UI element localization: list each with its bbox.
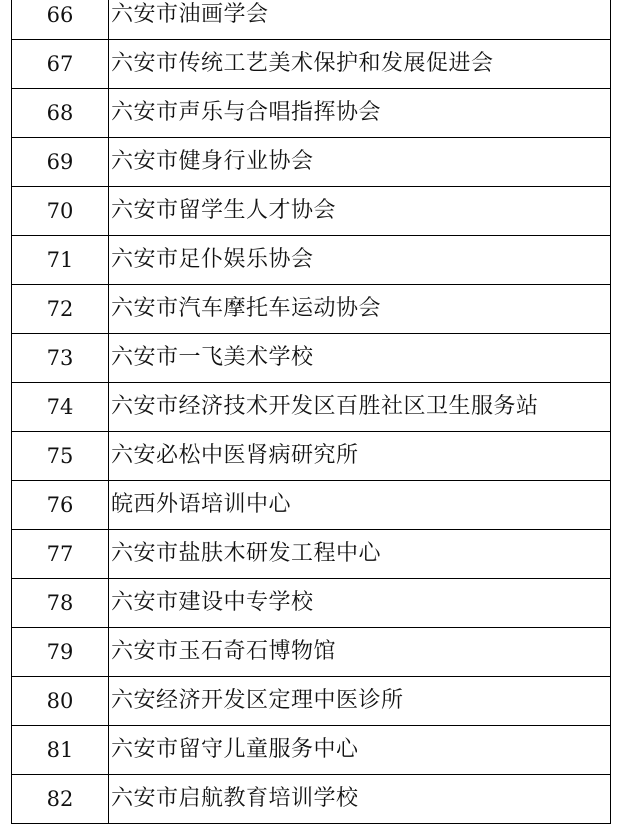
- table-row: [12, 89, 611, 138]
- row-number: 82: [12, 775, 109, 824]
- organization-name: 六安市一飞美术学校: [109, 334, 611, 383]
- table-row: [12, 628, 611, 677]
- organization-name: 六安市足仆娱乐协会: [109, 236, 611, 285]
- row-number: 69: [12, 138, 109, 187]
- organization-name: 六安市经济技术开发区百胜社区卫生服务站: [109, 383, 611, 432]
- row-number: 79: [12, 628, 109, 677]
- table-row: [12, 383, 611, 432]
- organization-name: 六安市玉石奇石博物馆: [109, 628, 611, 677]
- row-number: 66: [12, 0, 109, 40]
- organization-name: 六安市盐肤木研发工程中心: [109, 530, 611, 579]
- table-row: [12, 726, 611, 775]
- table-row: [12, 579, 611, 628]
- row-number: 72: [12, 285, 109, 334]
- organization-name: 六安市留学生人才协会: [109, 187, 611, 236]
- row-number: 73: [12, 334, 109, 383]
- row-number: 67: [12, 40, 109, 89]
- row-number: 71: [12, 236, 109, 285]
- organization-name: 六安市建设中专学校: [109, 579, 611, 628]
- organization-name: 六安市健身行业协会: [109, 138, 611, 187]
- table-row: [12, 775, 611, 824]
- organization-name: 六安市启航教育培训学校: [109, 775, 611, 824]
- table-row: [12, 187, 611, 236]
- row-number: 81: [12, 726, 109, 775]
- table-row: [12, 236, 611, 285]
- table-row: [12, 40, 611, 89]
- organization-name: 六安市传统工艺美术保护和发展促进会: [109, 40, 611, 89]
- organization-name: 六安市油画学会: [109, 0, 611, 40]
- row-number: 70: [12, 187, 109, 236]
- row-number: 68: [12, 89, 109, 138]
- table-row: [12, 432, 611, 481]
- organization-name: 六安必松中医肾病研究所: [109, 432, 611, 481]
- row-number: 75: [12, 432, 109, 481]
- organization-name: 六安经济开发区定理中医诊所: [109, 677, 611, 726]
- organization-name: 六安市声乐与合唱指挥协会: [109, 89, 611, 138]
- table-row: [12, 0, 611, 40]
- table-row: [12, 334, 611, 383]
- row-number: 80: [12, 677, 109, 726]
- organization-name: 皖西外语培训中心: [109, 481, 611, 530]
- row-number: 76: [12, 481, 109, 530]
- row-number: 78: [12, 579, 109, 628]
- organization-list-table: [11, 0, 611, 824]
- table-row: [12, 138, 611, 187]
- organization-name: 六安市汽车摩托车运动协会: [109, 285, 611, 334]
- table-row: [12, 481, 611, 530]
- table-row: [12, 530, 611, 579]
- row-number: 77: [12, 530, 109, 579]
- table-row: [12, 285, 611, 334]
- organization-name: 六安市留守儿童服务中心: [109, 726, 611, 775]
- table-row: [12, 677, 611, 726]
- row-number: 74: [12, 383, 109, 432]
